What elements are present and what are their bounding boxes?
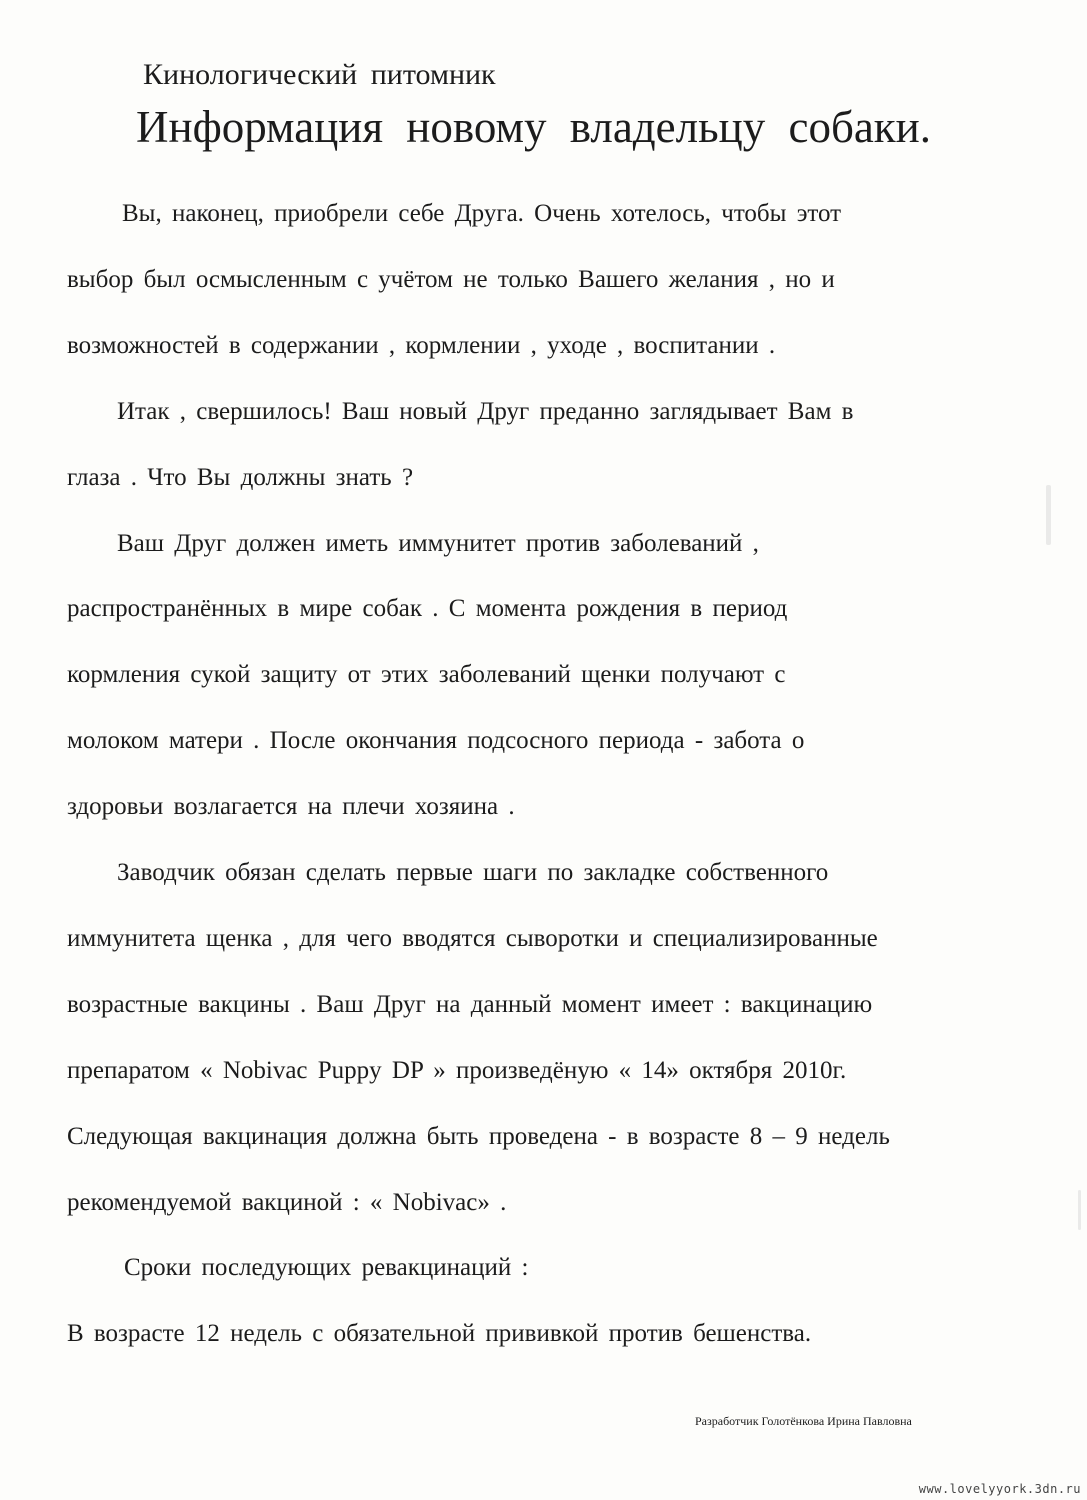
kennel-heading: Кинологический питомник: [143, 58, 496, 91]
paragraph-line: распространённых в мире собак . С момента рождения в период: [67, 595, 788, 622]
site-watermark: www.lovelyyork.3dn.ru: [918, 1482, 1081, 1496]
paragraph-line: препаратом « Nobivac Puppy DP » произведёную « 14» октября 2010г.: [67, 1057, 847, 1084]
paragraph-line: Ваш Друг должен иметь иммунитет против заболеваний ,: [117, 530, 759, 557]
paragraph-line: глаза . Что Вы должны знать ?: [67, 464, 414, 491]
paragraph-line: рекомендуемой вакциной : « Nobivac» .: [67, 1189, 507, 1216]
paragraph-line: выбор был осмысленным с учётом не только Вашего желания , но и: [67, 266, 835, 293]
paragraph-line: Вы, наконец, приобрели себе Друга. Очень хотелось, чтобы этот: [122, 200, 842, 227]
paragraph-line: Сроки последующих ревакцинаций :: [124, 1254, 529, 1281]
paragraph-line: Следующая вакцинация должна быть проведена - в возрасте 8 – 9 недель: [67, 1123, 890, 1150]
scan-speck: [1078, 1190, 1081, 1230]
paragraph-line: иммунитета щенка , для чего вводятся сыворотки и специализированные: [67, 925, 878, 952]
paragraph-line: молоком матери . После окончания подсосного периода - забота о: [67, 727, 805, 754]
scan-speck: [1046, 485, 1051, 545]
paragraph-line: возрастные вакцины . Ваш Друг на данный момент имеет : вакцинацию: [67, 991, 873, 1018]
paragraph-line: возможностей в содержании , кормлении , уходе , воспитании .: [67, 332, 776, 359]
paragraph-line: кормления сукой защиту от этих заболеваний щенки получают с: [67, 661, 786, 688]
paragraph-line: В возрасте 12 недель с обязательной прививкой против бешенства.: [67, 1320, 812, 1347]
document-title: Информация новому владельцу собаки.: [136, 102, 932, 152]
paragraph-line: Заводчик обязан сделать первые шаги по закладке собственного: [117, 859, 829, 886]
author-signature: Разработчик Голотёнкова Ирина Павловна: [695, 1414, 912, 1428]
paragraph-line: Итак , свершилось! Ваш новый Друг преданно заглядывает Вам в: [117, 398, 854, 425]
paragraph-line: здоровьи возлагается на плечи хозяина .: [67, 793, 515, 820]
